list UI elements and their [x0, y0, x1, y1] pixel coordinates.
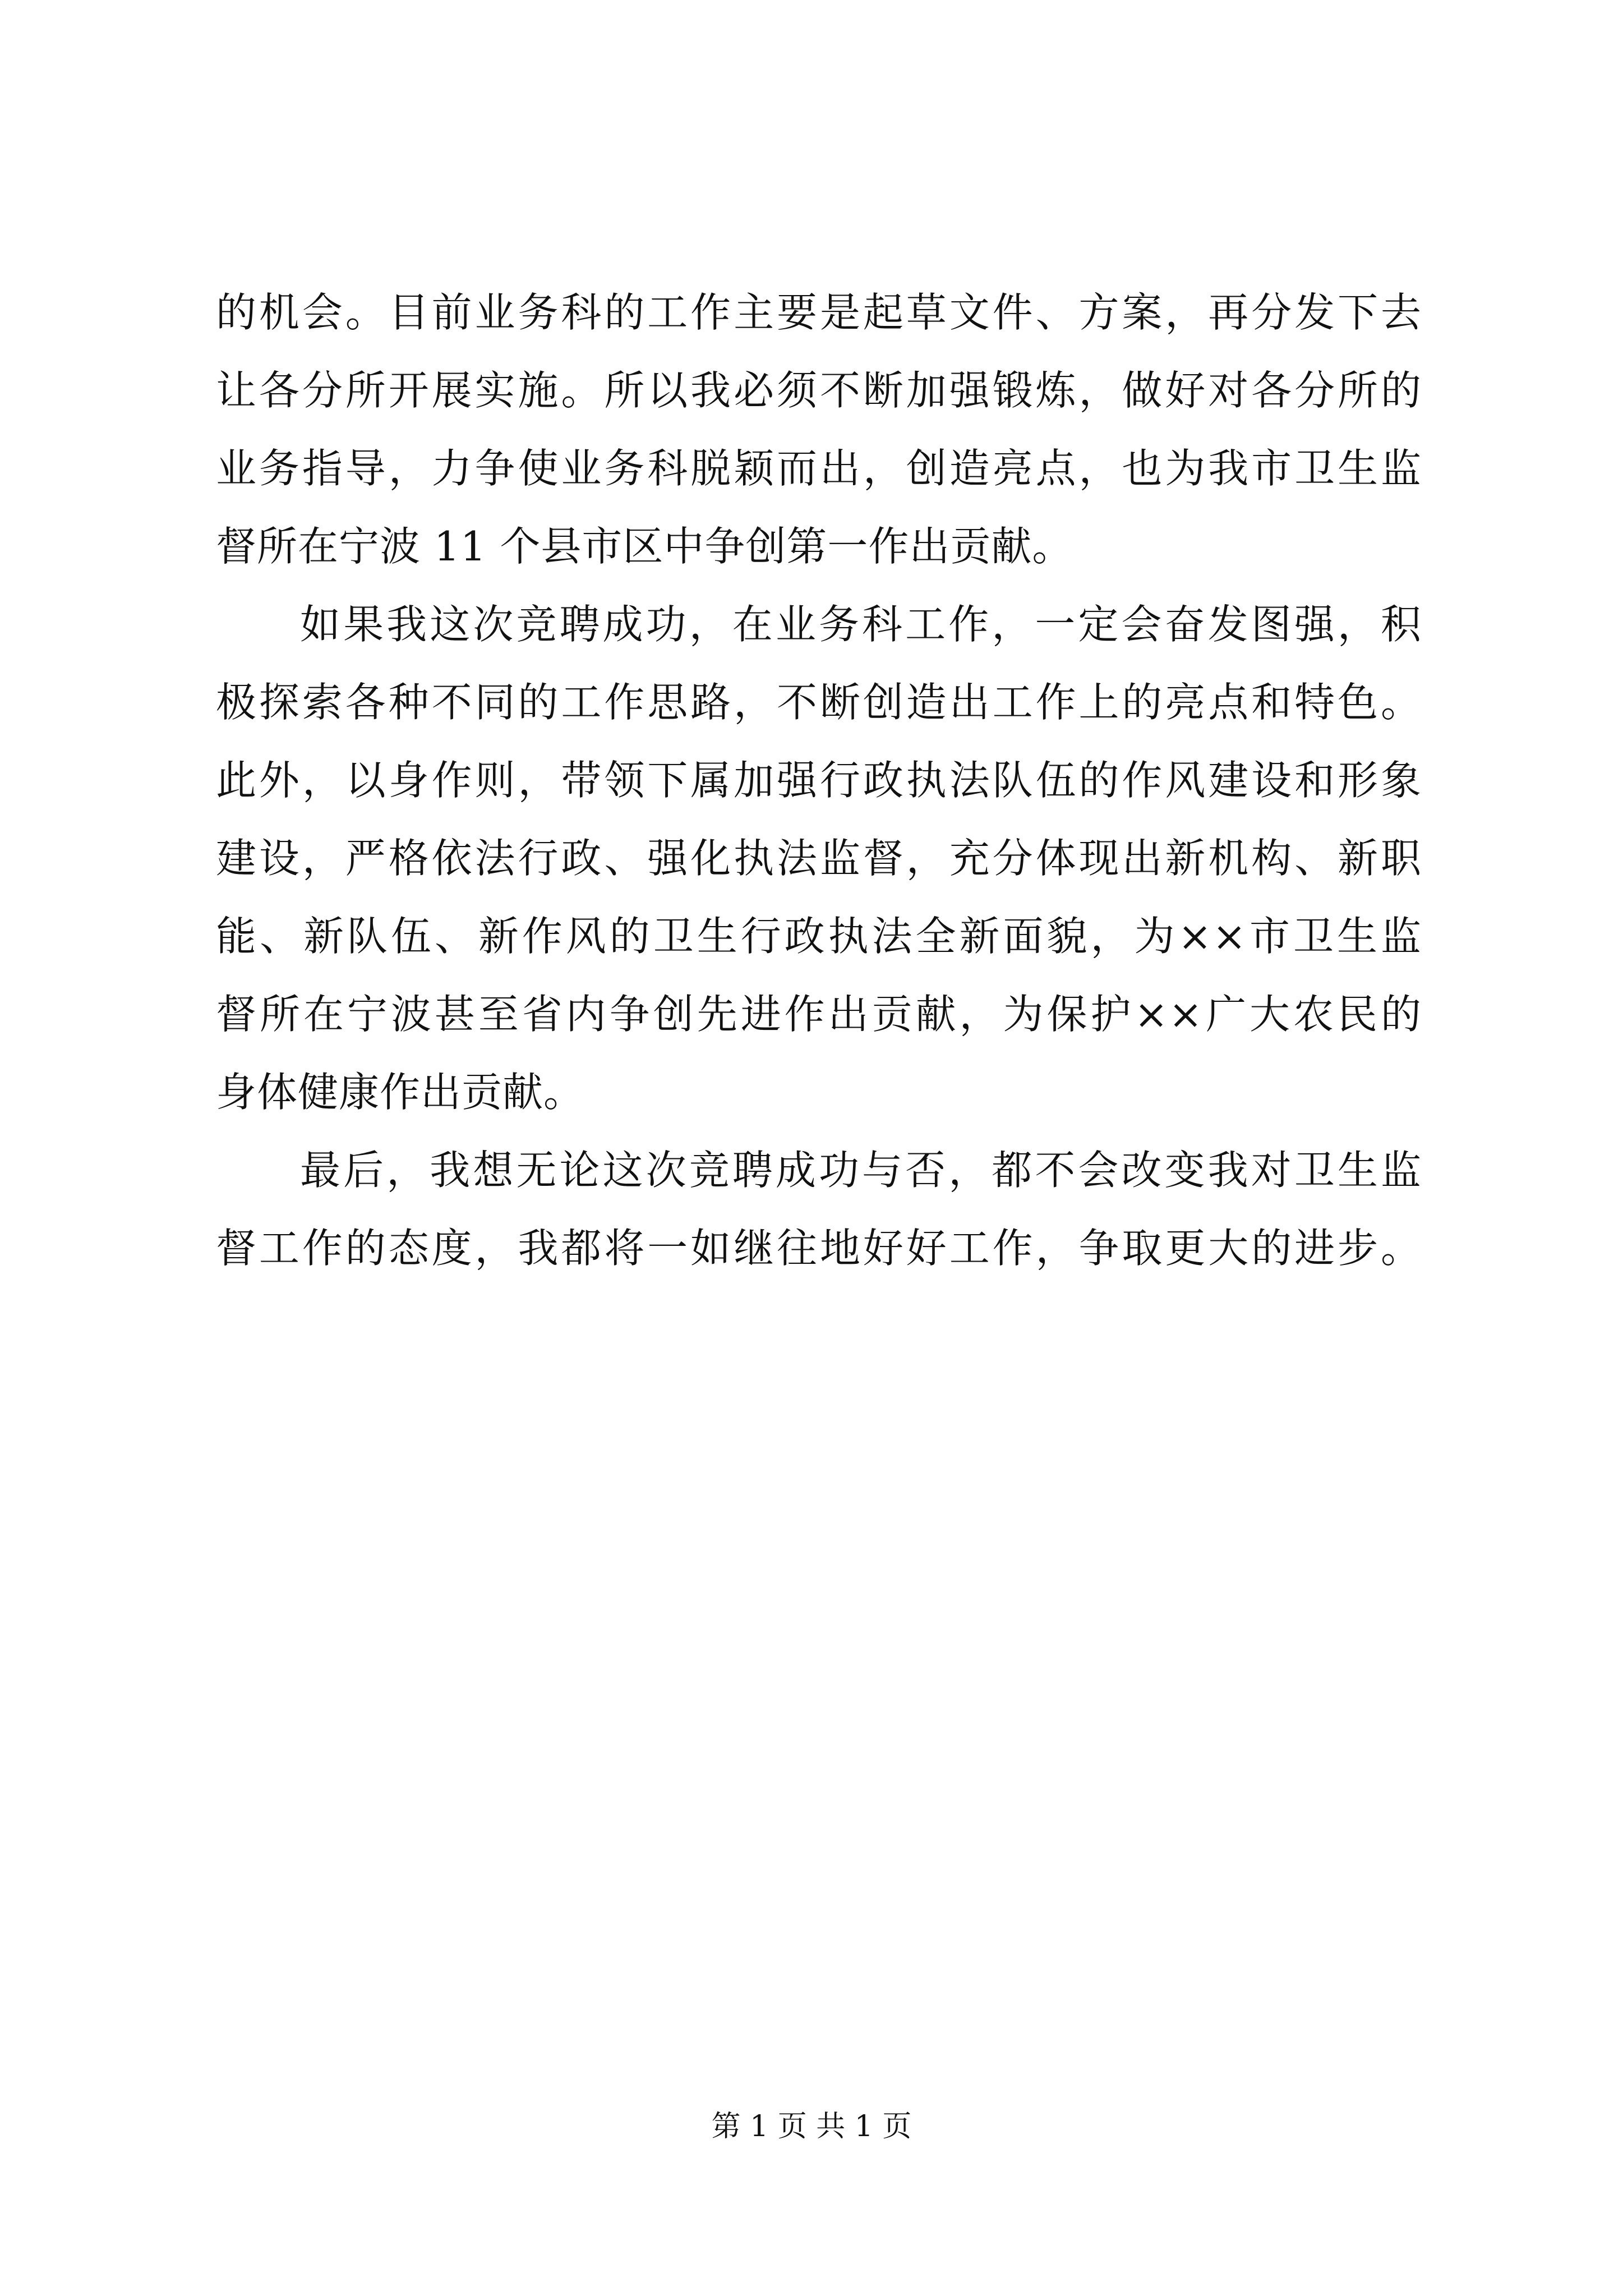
paragraph-1-line-2: 让各分所开展实施。所以我必须不断加强锻炼，做好对各分所的	[216, 367, 1422, 414]
page-footer: 第 1 页 共 1 页	[711, 2110, 912, 2143]
paragraph-3-line-2: 督工作的态度，我都将一如继往地好好工作，争取更大的进步。	[216, 1225, 1422, 1272]
paragraph-3-line-1: 最后，我想无论这次竞聘成功与否，都不会改变我对卫生监	[300, 1147, 1422, 1194]
paragraph-2-line-4: 建设，严格依法行政、强化执法监督，充分体现出新机构、新职	[216, 835, 1422, 882]
paragraph-2-line-3: 此外，以身作则，带领下属加强行政执法队伍的作风建设和形象	[216, 757, 1422, 804]
paragraph-2-line-6: 督所在宁波甚至省内争创先进作出贡献，为保护××广大农民的	[216, 991, 1422, 1038]
paragraph-2-line-1: 如果我这次竞聘成功，在业务科工作，一定会奋发图强，积	[300, 601, 1422, 648]
paragraph-1-line-4: 督所在宁波 11 个县市区中争创第一作出贡献。	[216, 523, 1073, 570]
document-body	[216, 274, 1422, 1287]
paragraph-2-line-2: 极探索各种不同的工作思路，不断创造出工作上的亮点和特色。	[216, 679, 1422, 726]
paragraph-1-line-3: 业务指导，力争使业务科脱颖而出，创造亮点，也为我市卫生监	[216, 445, 1422, 492]
paragraph-1-line-1: 的机会。目前业务科的工作主要是起草文件、方案，再分发下去	[216, 289, 1422, 336]
paragraph-2-line-5: 能、新队伍、新作风的卫生行政执法全新面貌，为××市卫生监	[216, 913, 1422, 960]
paragraph-2-line-7: 身体健康作出贡献。	[216, 1069, 585, 1116]
